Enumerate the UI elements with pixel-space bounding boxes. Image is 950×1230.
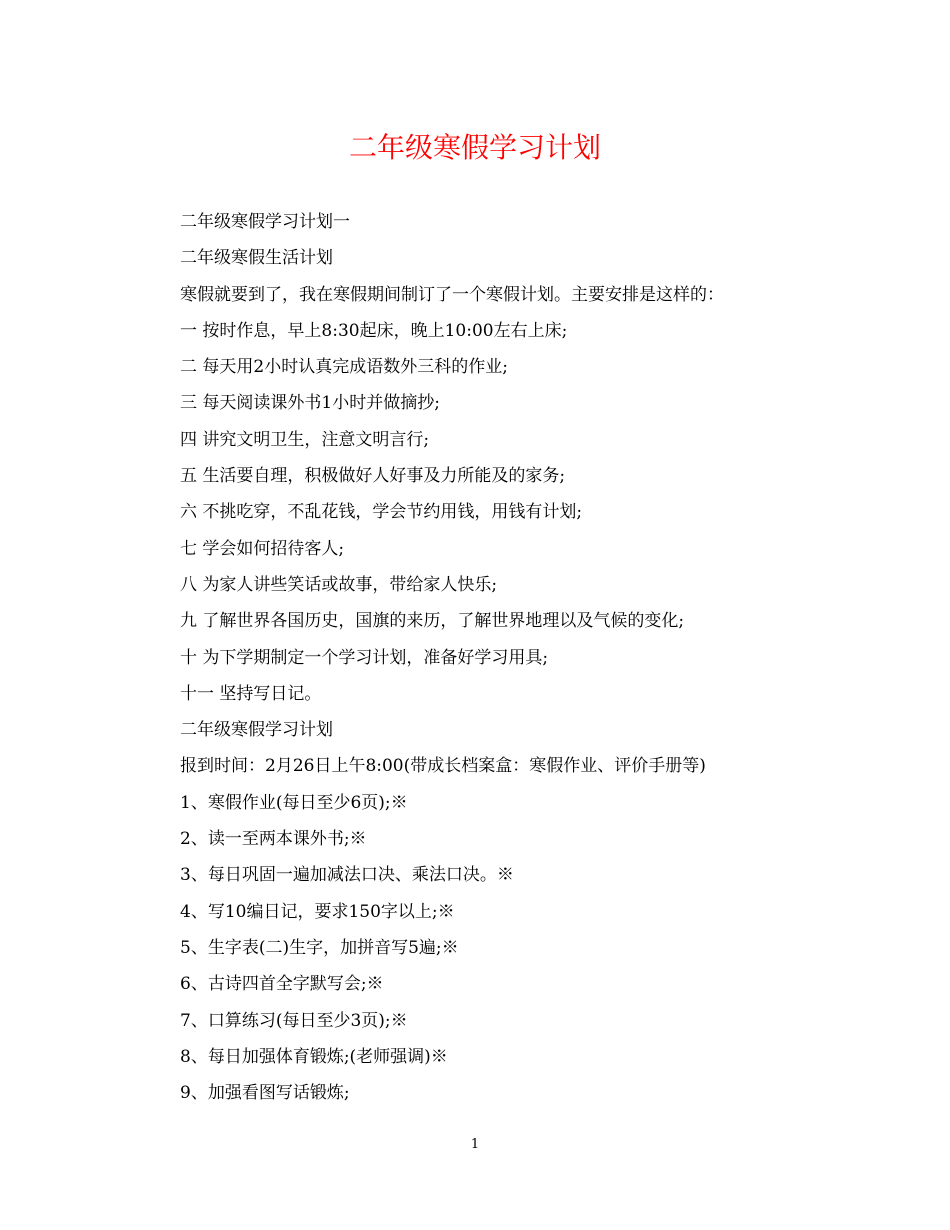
paragraph-line: 二年级寒假学习计划一 xyxy=(180,212,350,232)
paragraph-line: 八 为家人讲些笑话或故事，带给家人快乐; xyxy=(180,574,498,595)
paragraph-line: 六 不挑吃穿，不乱花钱，学会节约用钱，用钱有计划; xyxy=(180,502,583,523)
paragraph-line: 3、每日巩固一遍加减法口决、乘法口决。※ xyxy=(180,865,514,886)
document-body xyxy=(180,204,820,1111)
paragraph-line: 十 为下学期制定一个学习计划，准备好学习用具; xyxy=(180,647,549,668)
paragraph-line: 4、写10编日记，要求150字以上;※ xyxy=(180,901,455,922)
paragraph-line: 2、读一至两本课外书;※ xyxy=(180,829,367,850)
paragraph-line: 一 按时作息，早上8:30起床，晚上10:00左右上床; xyxy=(180,320,568,341)
paragraph-line: 7、口算练习(每日至少3页);※ xyxy=(180,1010,408,1031)
paragraph-line: 9、加强看图写话锻炼; xyxy=(180,1083,350,1104)
paragraph-line: 三 每天阅读课外书1小时并做摘抄; xyxy=(180,393,440,414)
paragraph-line: 九 了解世界各国历史，国旗的来历，了解世界地理以及气候的变化; xyxy=(180,611,685,632)
paragraph-line: 七 学会如何招待客人; xyxy=(180,538,345,559)
document-title: 二年级寒假学习计划 xyxy=(348,131,601,164)
paragraph-line: 报到时间：2月26日上午8:00(带成长档案盒：寒假作业、评价手册等) xyxy=(180,756,706,777)
paragraph-line: 五 生活要自理，积极做好人好事及力所能及的家务; xyxy=(180,466,566,487)
paragraph-line: 十一 坚持写日记。 xyxy=(180,683,322,704)
paragraph-line: 二 每天用2小时认真完成语数外三科的作业; xyxy=(180,357,508,378)
page-number: 1 xyxy=(470,1137,480,1152)
paragraph-line: 寒假就要到了，我在寒假期间制订了一个寒假计划。主要安排是这样的： xyxy=(180,284,724,305)
paragraph-line: 二年级寒假学习计划 xyxy=(180,720,333,741)
paragraph-line: 8、每日加强体育锻炼;(老师强调)※ xyxy=(180,1046,448,1067)
paragraph-line: 1、寒假作业(每日至少6页);※ xyxy=(180,792,408,813)
paragraph-line: 6、古诗四首全字默写会;※ xyxy=(180,974,384,995)
paragraph-line: 四 讲究文明卫生，注意文明言行; xyxy=(180,429,430,450)
paragraph-line: 二年级寒假生活计划 xyxy=(180,248,333,269)
paragraph-line: 5、生字表(二)生字，加拼音写5遍;※ xyxy=(180,937,459,958)
